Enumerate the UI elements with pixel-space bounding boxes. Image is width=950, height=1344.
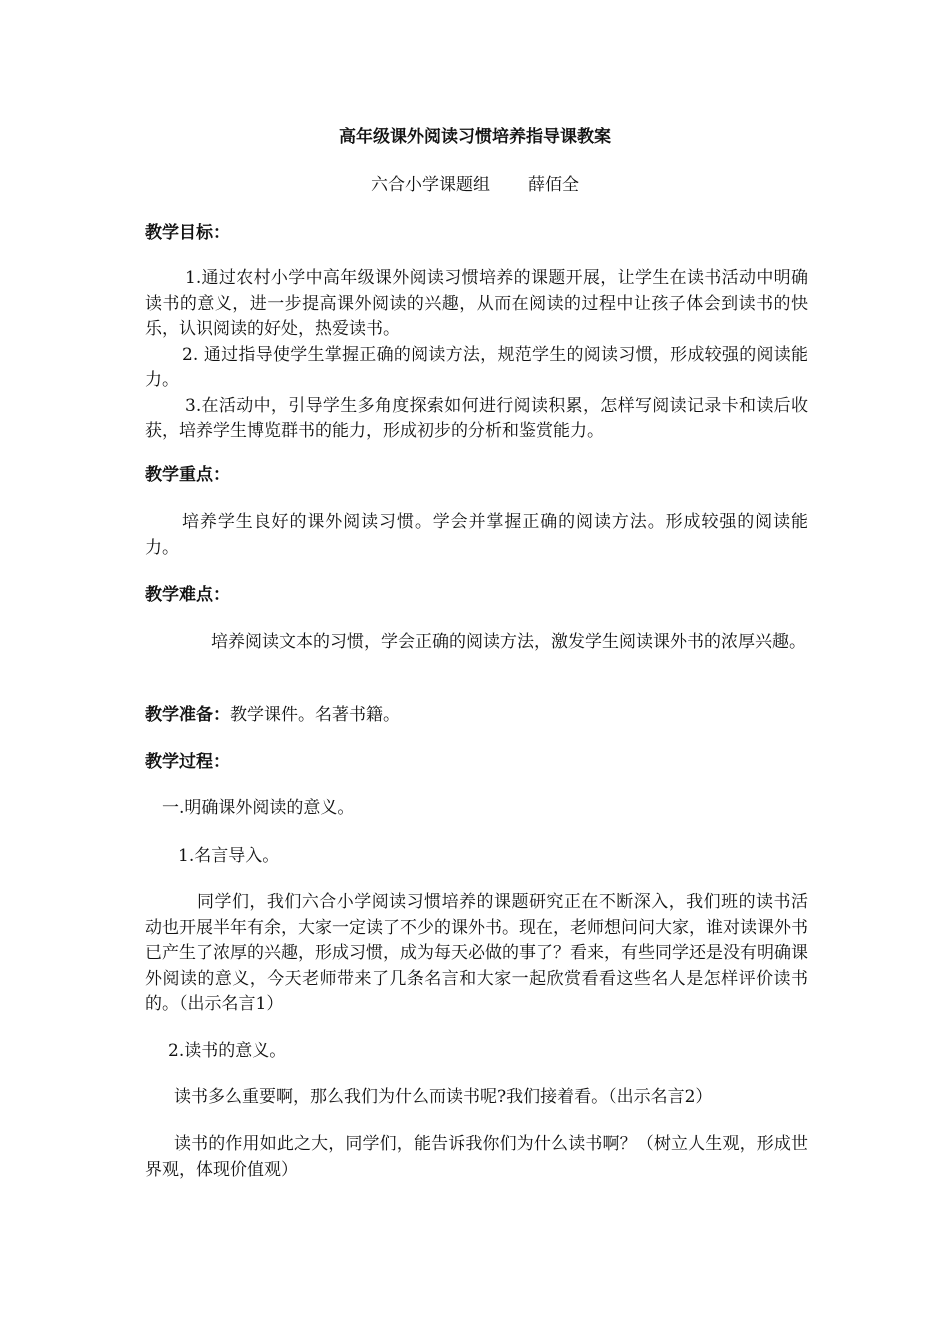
section-heading: 教学目标： (145, 223, 230, 243)
list-item: 一.明确课外阅读的意义。 (162, 798, 355, 818)
preparation-text: 教学课件。名著书籍。 (230, 705, 400, 725)
process-step-two-text-b (145, 1132, 808, 1183)
section-heading: 教学重点： (145, 465, 230, 485)
process-step-two-text-a (145, 1085, 808, 1111)
paragraph: 培养学生良好的课外阅读习惯。学会并掌握正确的阅读方法。形成较强的阅读能力。 (145, 512, 808, 558)
process-step-two (145, 1039, 808, 1065)
section-heading: 教学难点： (145, 585, 230, 605)
process-heading (145, 750, 808, 776)
process-step-one-text (145, 890, 808, 1018)
document-subtitle (0, 172, 950, 198)
paragraph: 培养阅读文本的习惯，学会正确的阅读方法，激发学生阅读课外书的浓厚兴趣。 (211, 632, 806, 652)
objective-item-3: 3.在活动中，引导学生多角度探索如何进行阅读积累，怎样写阅读记录卡和读后收获，培养学生博览群书的能力，形成初步的分析和鉴赏能力。 (145, 395, 808, 441)
objective-item-2: 2. 通过指导使学生掌握正确的阅读方法，规范学生的阅读习惯，形成较强的阅读能力。 (145, 344, 808, 390)
process-part-one (145, 796, 808, 822)
difficulties-heading (145, 583, 808, 609)
objectives-list (145, 266, 808, 445)
section-heading: 教学过程： (145, 752, 230, 772)
process-step-one (145, 844, 808, 870)
list-item: 2.读书的意义。 (168, 1041, 287, 1061)
preparation-line (145, 703, 808, 729)
key-points-text (145, 510, 808, 561)
key-points-heading (145, 463, 808, 489)
author-name: 薛佰全 (528, 175, 579, 195)
document-title: 高年级课外阅读习惯培养指导课教案 (339, 127, 611, 147)
author-group: 六合小学课题组 (371, 175, 490, 195)
section-heading: 教学准备： (145, 705, 230, 725)
difficulties-text (145, 630, 808, 656)
paragraph: 读书的作用如此之大，同学们，能告诉我你们为什么读书啊？（树立人生观，形成世界观，体现价值观） (145, 1134, 808, 1180)
paragraph: 读书多么重要啊，那么我们为什么而读书呢?我们接着看。（出示名言2） (174, 1087, 713, 1107)
list-item: 1.名言导入。 (178, 846, 280, 866)
paragraph: 同学们，我们六合小学阅读习惯培养的课题研究正在不断深入，我们班的读书活动也开展半年有余，大家一定读了不少的课外书。现在，老师想问问大家，谁对读课外书已产生了浓厚的兴趣，形成习惯，成为每天必做的事了？看来，有些同学还是没有明确课外阅读的意义，今天老师带来了几条名言和大家一起欣赏看看这些名人是怎样评价读书的。（出示名言1） (145, 892, 808, 1014)
objective-item-1: 1.通过农村小学中高年级课外阅读习惯培养的课题开展，让学生在读书活动中明确读书的意义，进一步提高课外阅读的兴趣，从而在阅读的过程中让孩子体会到读书的快乐，认识阅读的好处，热爱读书。 (145, 268, 808, 339)
objectives-heading (145, 221, 808, 247)
